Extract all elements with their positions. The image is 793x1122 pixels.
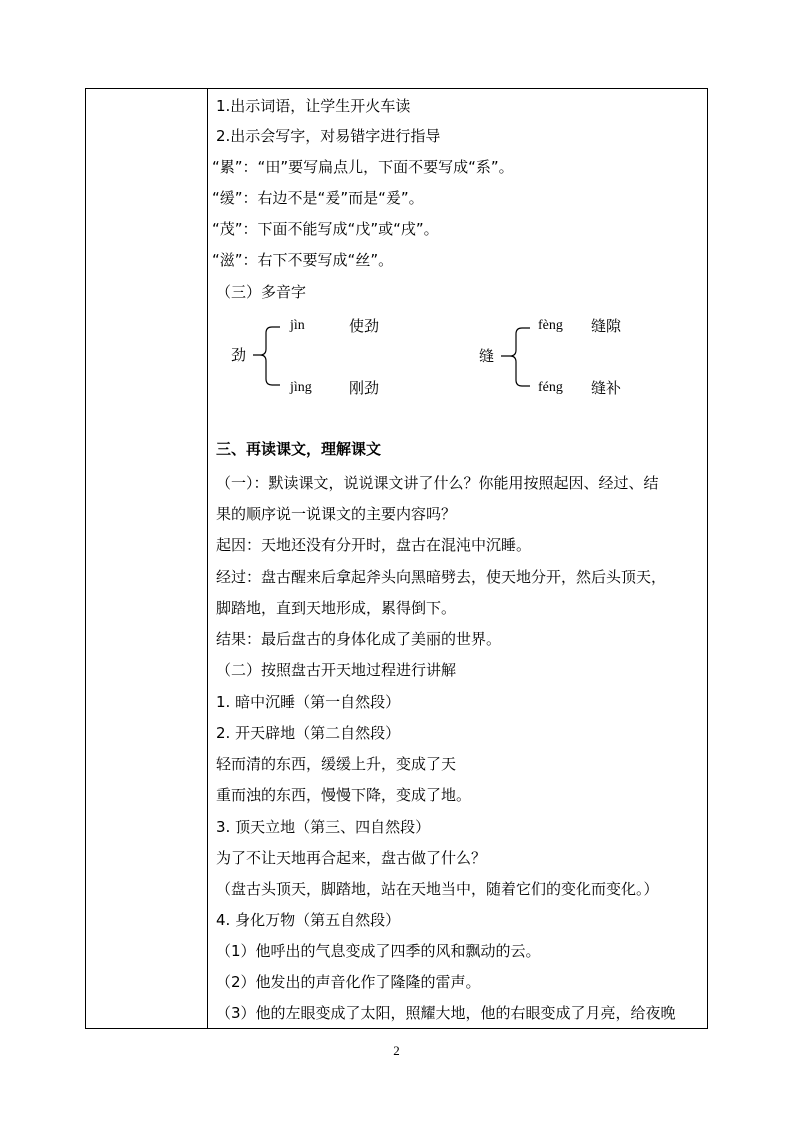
polyphone-char: 缝: [479, 347, 495, 365]
text-line: （3）他的左眼变成了太阳，照耀大地，他的右眼变成了月亮，给夜晚: [216, 1004, 676, 1022]
column-divider: [207, 89, 208, 1028]
text-line: 4. 身化万物（第五自然段）: [216, 911, 401, 929]
text-line: 1. 暗中沉睡（第一自然段）: [216, 693, 401, 711]
text-line: （二）按照盘古开天地过程进行讲解: [216, 661, 457, 679]
text-line: （三）多音字: [216, 283, 307, 301]
polyphone-char: 劲: [231, 346, 247, 364]
text-line: 轻而清的东西，缓缓上升，变成了天: [216, 755, 457, 773]
pinyin-text: jìn: [290, 318, 305, 333]
text-line: 1.出示词语，让学生开火车读: [216, 97, 411, 115]
text-line: 2.出示会写字，对易错字进行指导: [216, 127, 441, 145]
text-line: “缓”：右边不是“爰”而是“爰”。: [212, 189, 424, 207]
text-line: （2）他发出的声音化作了隆隆的雷声。: [216, 973, 481, 991]
example-word: 缝补: [591, 379, 622, 397]
text-line: 起因：天地还没有分开时，盘古在混沌中沉睡。: [216, 536, 532, 554]
bracket-icon: [500, 324, 532, 390]
text-line: （盘古头顶天，脚踏地，站在天地当中，随着它们的变化而变化。）: [216, 880, 659, 898]
lesson-plan-table: [85, 88, 708, 1029]
pinyin-text: féng: [538, 380, 563, 395]
text-line: 2. 开天辟地（第二自然段）: [216, 724, 401, 742]
text-line: 经过：盘古醒来后拿起斧头向黑暗劈去，使天地分开，然后头顶天，: [216, 568, 667, 586]
content-cell: [212, 89, 701, 1028]
text-line: （1）他呼出的气息变成了四季的风和飘动的云。: [216, 942, 541, 960]
example-word: 刚劲: [349, 379, 380, 397]
pinyin-text: jìng: [290, 380, 312, 395]
text-line: 果的顺序说一说课文的主要内容吗？: [216, 505, 457, 523]
text-line: “茂”：下面不能写成“戊”或“戌”。: [212, 220, 439, 238]
example-word: 使劲: [349, 317, 380, 335]
example-word: 缝隙: [591, 317, 622, 335]
text-line: “累”：“田”要写扁点儿，下面不要写成“系”。: [212, 158, 514, 176]
text-line: “滋”：右下不要写成“丝”。: [212, 251, 394, 269]
text-line: 为了不让天地再合起来，盘古做了什么？: [216, 849, 487, 867]
page-number: 2: [393, 1043, 400, 1058]
section-heading: 三、再读课文，理解课文: [216, 440, 382, 458]
text-line: （一）：默读课文，说说课文讲了什么？你能用按照起因、经过、结: [216, 474, 659, 492]
bracket-icon: [252, 323, 282, 389]
text-line: 脚踏地，直到天地形成，累得倒下。: [216, 599, 457, 617]
pinyin-text: fèng: [538, 318, 563, 333]
text-line: 3. 顶天立地（第三、四自然段）: [216, 818, 431, 836]
text-line: 结果：最后盘古的身体化成了美丽的世界。: [216, 630, 502, 648]
text-line: 重而浊的东西，慢慢下降，变成了地。: [216, 786, 472, 804]
